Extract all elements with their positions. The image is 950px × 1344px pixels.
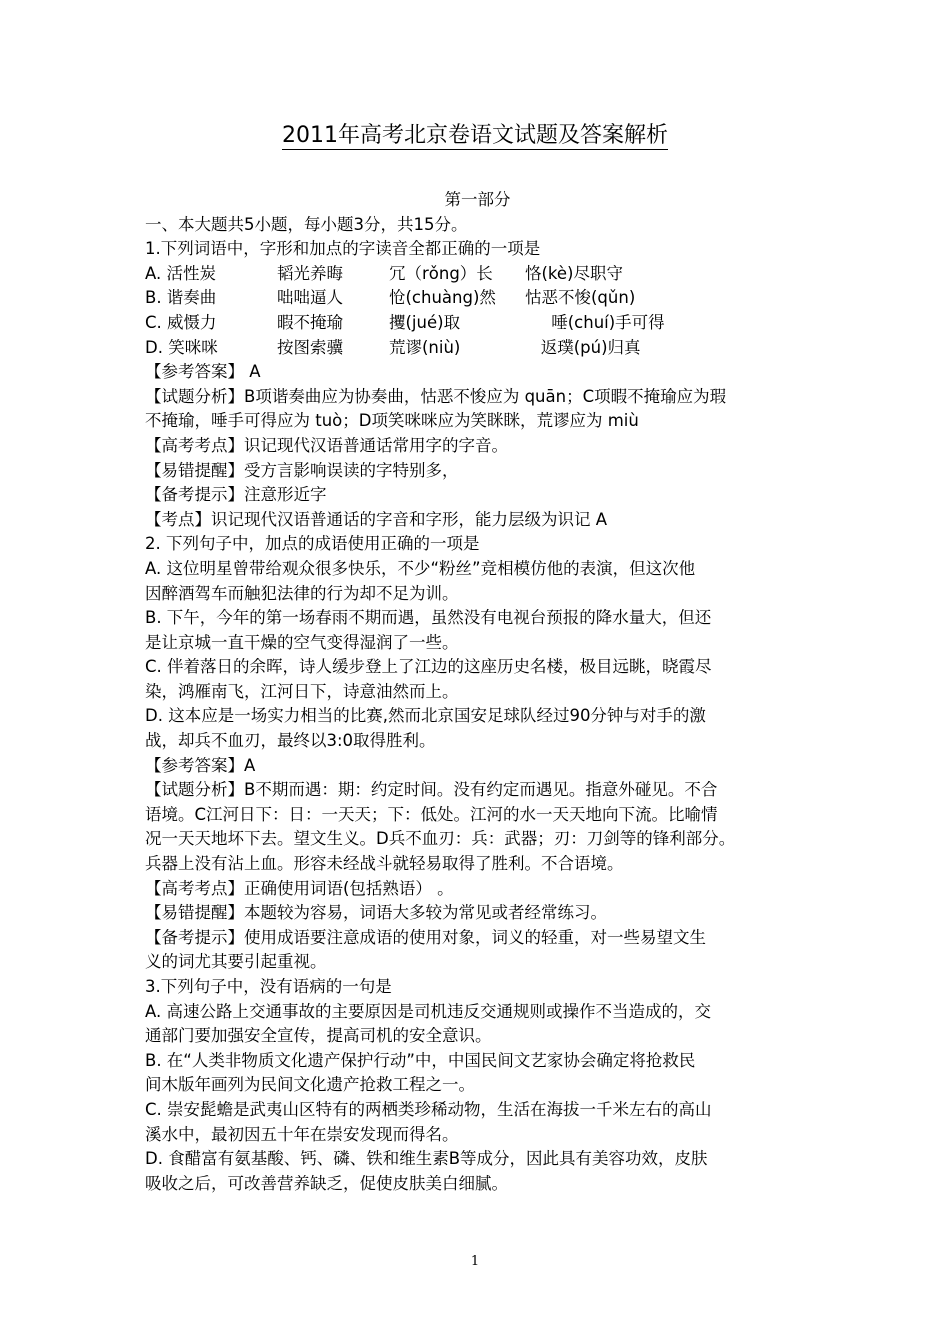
q2-stem: 2. 下列句子中，加点的成语使用正确的一项是 <box>145 534 480 554</box>
q3-option-b-line-2: 间木版年画列为民间文化遗产抢救工程之一。 <box>145 1075 475 1095</box>
part-instruction: 一、本大题共5小题，每小题3分，共15分。 <box>145 214 468 234</box>
q2-exam-point: 【高考考点】正确使用词语(包括熟语） 。 <box>145 878 454 898</box>
q3-option-b-line-1: B. 在“人类非物质文化遗产保护行动”中，中国民间文艺家协会确定将抢救民 <box>145 1050 696 1070</box>
q1-answer: 【参考答案】 A <box>145 362 261 382</box>
q2-option-b-line-1: B. 下午，今年的第一场春雨不期而遇，虽然没有电视台预报的降水量大，但还 <box>145 608 712 628</box>
q3-option-a-line-2: 通部门要加强安全宣传，提高司机的安全意识。 <box>145 1026 492 1046</box>
section-heading: 第一部分 <box>444 190 511 209</box>
page-number: 1 <box>470 1254 480 1269</box>
q3-option-d-line-1: D. 食醋富有氨基酸、钙、磷、铁和维生素B等成分，因此具有美容功效，皮肤 <box>145 1149 708 1169</box>
q1-error-reminder: 【易错提醒】受方言影响误读的字特别多， <box>145 460 459 480</box>
q2-option-a-line-2: 因醉酒驾车而触犯法律的行为却不足为训。 <box>145 583 459 603</box>
document-title: 2011年高考北京卷语文试题及答案解析 <box>282 123 668 148</box>
q2-analysis-line-3: 况一天天地坏下去。望文生义。D兵不血刃：兵：武器；刃：刀剑等的锋利部分。 <box>145 829 736 849</box>
q1-prep-tip: 【备考提示】注意形近字 <box>145 485 327 505</box>
q1-analysis-line-1: 【试题分析】B项谐奏曲应为协奏曲，怙恶不悛应为 quān；C项暇不掩瑜应为瑕 <box>145 386 727 406</box>
q2-analysis-line-2: 语境。C江河日下：日：一天天；下：低处。江河的水一天天地向下流。比喻情 <box>145 804 718 824</box>
q2-analysis-line-1: 【试题分析】B不期而遇：期：约定时间。没有约定而遇见。指意外碰见。不合 <box>145 780 718 800</box>
q1-stem: 1.下列词语中，字形和加点的字读音全都正确的一项是 <box>145 239 541 259</box>
q3-option-c-line-2: 溪水中，最初因五十年在崇安发现而得名。 <box>145 1124 459 1144</box>
q3-option-c-line-1: C. 崇安髭蟾是武夷山区特有的两栖类珍稀动物，生活在海拔一千米左右的高山 <box>145 1099 712 1119</box>
q2-answer: 【参考答案】A <box>145 755 256 775</box>
q2-option-c-line-1: C. 伴着落日的余晖，诗人缓步登上了江边的这座历史名楼，极目远眺，晓霞尽 <box>145 657 712 677</box>
q2-option-d-line-1: D. 这本应是一场实力相当的比赛,然而北京国安足球队经过90分钟与对手的激 <box>145 706 706 726</box>
q3-stem: 3.下列句子中，没有语病的一句是 <box>145 977 392 996</box>
q2-option-b-line-2: 是让京城一直干燥的空气变得湿润了一些。 <box>145 632 459 652</box>
q1-analysis-line-2: 不掩瑜，唾手可得应为 tuò；D项笑咪咪应为笑眯眯，荒谬应为 miù <box>145 411 639 431</box>
q2-option-d-line-2: 战，却兵不血刃，最终以3:0取得胜利。 <box>145 731 436 751</box>
q2-option-a-line-1: A. 这位明星曾带给观众很多快乐，不少“粉丝”竞相模仿他的表演，但这次他 <box>145 558 696 578</box>
q2-prep-tip-line-1: 【备考提示】使用成语要注意成语的使用对象，词义的轻重，对一些易望文生 <box>145 927 706 947</box>
q1-key-point: 【考点】识记现代汉语普通话的字音和字形，能力层级为识记 A <box>145 509 608 529</box>
q2-error-reminder: 【易错提醒】本题较为容易，词语大多较为常见或者经常练习。 <box>145 903 607 923</box>
q1-option-b: B. 谐奏曲 咄咄逼人 怆(chuàng)然 怙恶不悛(qǔn) <box>145 288 636 308</box>
q1-option-a: A. 活性炭 韬光养晦 冗（rǒng）长 恪(kè)尽职守 <box>145 263 623 283</box>
q1-option-c: C. 威慑力 暇不掩瑜 攫(jué)取 唾(chuí)手可得 <box>145 312 665 332</box>
q3-option-a-line-1: A. 高速公路上交通事故的主要原因是司机违反交通规则或操作不当造成的，交 <box>145 1001 711 1021</box>
q2-prep-tip-line-2: 义的词尤其要引起重视。 <box>145 952 327 972</box>
document-body <box>145 188 810 1196</box>
q1-exam-point: 【高考考点】识记现代汉语普通话常用字的字音。 <box>145 435 508 455</box>
q2-option-c-line-2: 染，鸿雁南飞，江河日下，诗意油然而上。 <box>145 681 459 701</box>
q3-option-d-line-2: 吸收之后，可改善营养缺乏，促使皮肤美白细腻。 <box>145 1173 508 1193</box>
q1-option-d: D. 笑咪咪 按图索骥 荒谬(niù) 返璞(pú)归真 <box>145 337 641 357</box>
q2-analysis-line-4: 兵器上没有沾上血。形容未经战斗就轻易取得了胜利。不合语境。 <box>145 854 624 874</box>
